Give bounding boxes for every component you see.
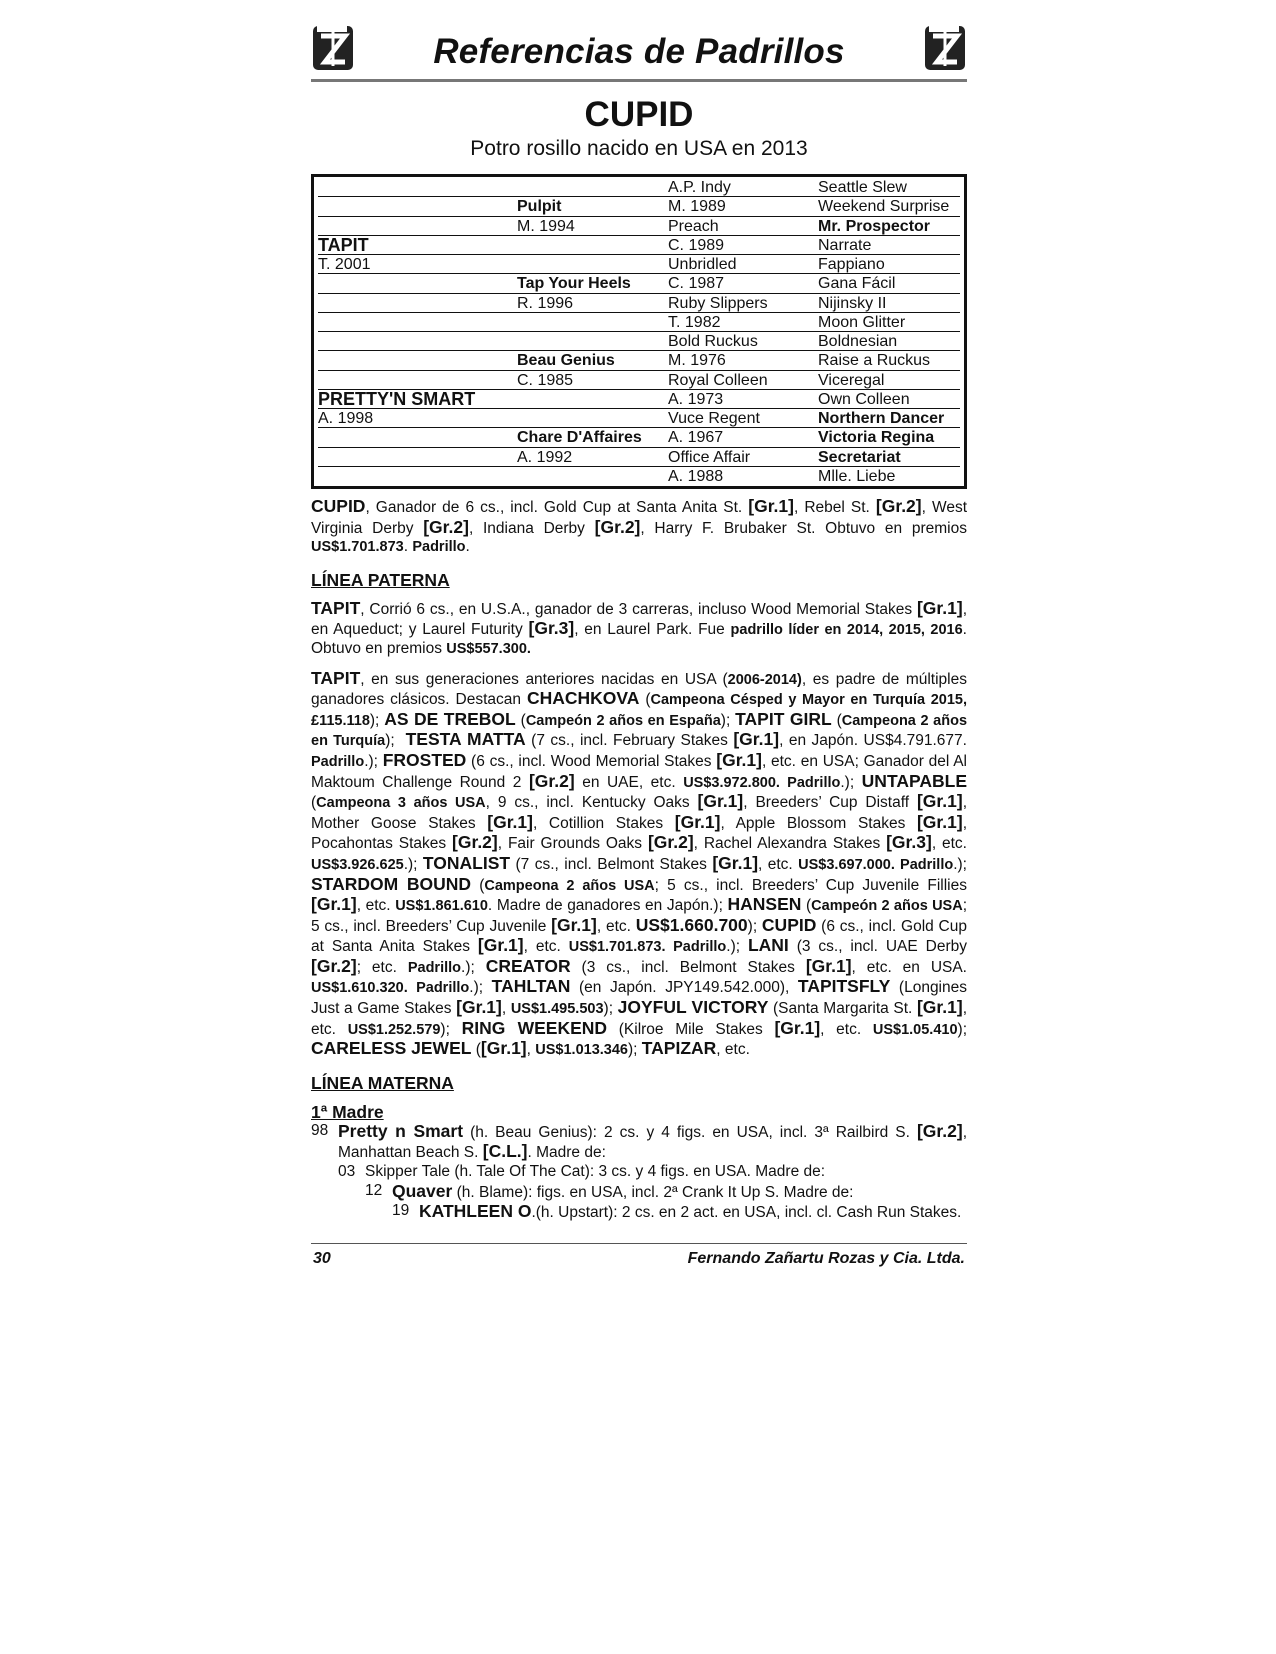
pedigree-cell: Unbridled (668, 255, 818, 274)
pedigree-cell: Mlle. Liebe (818, 467, 896, 485)
pedigree-cell: Chare D'Affaires (517, 428, 668, 447)
pedigree-cell: PRETTY'N SMART (318, 390, 517, 409)
pedigree-cell (318, 467, 517, 486)
pedigree-row (318, 409, 960, 428)
dam-entry: 12 Quaver (h. Blame): figs. en USA, incl. 2ª Crank It Up S. Madre de: (365, 1180, 854, 1201)
pedigree-cell (517, 255, 668, 274)
pedigree-cell: Vuce Regent (668, 409, 818, 428)
pedigree-cell: Beau Genius (517, 351, 668, 370)
pedigree-cell: R. 1996 (517, 294, 668, 313)
pedigree-cell: C. 1987 (668, 274, 818, 293)
pedigree-cell (318, 371, 517, 390)
pedigree-cell (318, 217, 517, 236)
pedigree-cell: A. 1998 (318, 409, 517, 428)
pedigree-cell: Boldnesian (818, 332, 960, 351)
horse-description: Potro rosillo nacido en USA en 2013 (470, 137, 808, 160)
pedigree-cell (318, 178, 517, 197)
dam-entry: 03 Skipper Tale (h. Tale Of The Cat): 3 cs. y 4 figs. en USA. Madre de: (338, 1163, 826, 1181)
pedigree-cell: Raise a Ruckus (818, 351, 960, 370)
dam-entry: 98 Pretty n Smart (h. Beau Genius): 2 cs. y 4 figs. en USA, incl. 3ª Railbird S. [Gr.2], Manhattan Beach S. [C.L.]. Madre de: (311, 1120, 967, 1162)
page-number: 30 (313, 1250, 331, 1267)
pedigree-cell: Own Colleen (818, 390, 960, 409)
section-primera-madre: 1ª Madre (311, 1101, 384, 1122)
pedigree-cell (517, 332, 668, 351)
pedigree-row (318, 313, 960, 332)
page (311, 20, 967, 1223)
pedigree-cell: Royal Colleen (668, 371, 818, 390)
pedigree-cell: A. 1988 (668, 467, 724, 485)
dam-year: 19 (392, 1202, 410, 1220)
dam-year: 03 (338, 1163, 356, 1181)
pedigree-cell: Nijinsky II (818, 294, 960, 313)
pedigree-cell (318, 332, 517, 351)
pedigree-row (318, 178, 960, 197)
pedigree-row (318, 255, 960, 274)
pedigree-cell (318, 274, 517, 293)
pedigree-cell: M. 1989 (668, 197, 818, 216)
pedigree-cell: Bold Ruckus (668, 332, 818, 351)
pedigree-cell (318, 448, 517, 467)
pedigree-cell: Office Affair (668, 448, 818, 467)
race-summary: CUPID, Ganador de 6 cs., incl. Gold Cup at Santa Anita St. [Gr.1], Rebel St. [Gr.2], West Virginia Derby [Gr.2], Indiana Derby [Gr.2], Harry F. Brubaker St. Obtuvo en premios US$1.701.873. Padrillo. (311, 496, 968, 556)
pedigree-cell: Weekend Surprise (818, 197, 960, 216)
pedigree-row (318, 274, 960, 293)
pedigree-cell (517, 178, 668, 197)
pedigree-cell: C. 1989 (668, 236, 818, 255)
pedigree-cell: Mr. Prospector (818, 217, 960, 236)
pedigree-row (318, 197, 960, 216)
pedigree-cell (318, 351, 517, 370)
header-divider (311, 79, 967, 82)
pedigree-cell: Ruby Slippers (668, 294, 818, 313)
pedigree-cell: C. 1985 (517, 371, 668, 390)
pedigree-cell (318, 428, 517, 447)
pedigree-row (318, 448, 960, 467)
page-header (311, 20, 967, 82)
pedigree-cell: A. 1967 (668, 428, 818, 447)
pedigree-row (318, 236, 960, 255)
pedigree-cell: A.P. Indy (668, 178, 818, 197)
pedigree-cell: TAPIT (318, 236, 517, 255)
dam-year: 12 (365, 1181, 383, 1199)
pedigree-cell: Fappiano (818, 255, 960, 274)
pedigree-cell: M. 1994 (517, 217, 668, 236)
pedigree-cell: A. 1973 (668, 390, 818, 409)
pedigree-cell: M. 1976 (668, 351, 818, 370)
pedigree-row (318, 351, 960, 370)
page-title: Referencias de Padrillos (433, 32, 845, 71)
pedigree-cell: Victoria Regina (818, 428, 960, 447)
pedigree-cell (318, 197, 517, 216)
logo-icon (923, 22, 967, 72)
pedigree-cell: Seattle Slew (818, 178, 960, 197)
pedigree-row (318, 390, 960, 409)
pedigree-cell: Gana Fácil (818, 274, 960, 293)
pedigree-cell: Moon Glitter (818, 313, 960, 332)
dam-entry: 19 KATHLEEN O.(h. Upstart): 2 cs. en 2 act. en USA, incl. cl. Cash Run Stakes. (392, 1201, 962, 1222)
horse-name: CUPID (584, 95, 694, 134)
dam-year: 98 (311, 1121, 329, 1139)
pedigree-cell (517, 313, 668, 332)
pedigree-cell (318, 313, 517, 332)
pedigree-table (311, 174, 967, 489)
pedigree-cell: A. 1992 (517, 448, 668, 467)
pedigree-row (318, 467, 960, 486)
pedigree-cell (517, 390, 668, 409)
page-footer (311, 1243, 967, 1267)
pedigree-cell: Northern Dancer (818, 409, 960, 428)
pedigree-cell: Pulpit (517, 197, 668, 216)
pedigree-cell (517, 409, 668, 428)
sire-paragraph: TAPIT, Corrió 6 cs., en U.S.A., ganador de 3 carreras, incluso Wood Memorial Stakes [Gr.1], en Aqueduct; y Laurel Futurity [Gr.3], en Laurel Park. Fue padrillo líder en 2014, 2015, 2016. Obtuvo en premios US$557.300. TAPIT, en sus generaciones anteriores nacidas en USA (2006-2014), es padre de múltiples ganadores clásicos. Destacan CHACHKOVA (Campeona Césped y Mayor en Turquía 2015, £115.118); AS DE TREBOL (Campeón 2 años en España); TAPIT GIRL (Campeona 2 años en Turquía); TESTA MATTA (7 cs., incl. February Stakes [Gr.1], en Japón. US$4.791.677. Padrillo.); FROSTED (6 cs., incl. Wood Memorial Stakes [Gr.1], etc. en USA; Ganador del Al Maktoum Challenge Round 2 [Gr.2] en UAE, etc. US$3.972.800. Padrillo.); UNTAPABLE (Campeona 3 años USA, 9 cs., incl. Kentucky Oaks [Gr.1], Breeders’ Cup Distaff [Gr.1], Mother Goose Stakes [Gr.1], Cotillion Stakes [Gr.1], Apple Blossom Stakes [Gr.1], Pocahontas Stakes [Gr.2], Fair Grounds Oaks [Gr.2], Rachel Alexandra Stakes [Gr.3], etc. US$3.926.625.); TONALIST (7 cs., incl. Belmont Stakes [Gr.1], etc. US$3.697.000. Padrillo.); STARDOM BOUND (Campeona 2 años USA; 5 cs., incl. Breeders’ Cup Juvenile Fillies [Gr.1], etc. US$1.861.610. Madre de ganadores en Japón.); HANSEN (Campeón 2 años USA; 5 cs., incl. Breeders’ Cup Juvenile [Gr.1], etc. US$1.660.700); CUPID (6 cs., incl. Gold Cup at Santa Anita Stakes [Gr.1], etc. US$1.701.873. Padrillo.); LANI (3 cs., incl. UAE Derby [Gr.2]; etc. Padrillo.); CREATOR (3 cs., incl. Belmont Stakes [Gr.1], etc. en USA. US$1.610.320. Padrillo.); TAHLTAN (en Japón. JPY149.542.000), TAPITSFLY (Longines Just a Game Stakes [Gr.1], US$1.495.503); JOYFUL VICTORY (Santa Margarita St. [Gr.1], etc. US$1.252.579); RING WEEKEND (Kilroe Mile Stakes [Gr.1], etc. US$1.05.410); CARELESS JEWEL ([Gr.1], US$1.013.346); TAPIZAR, etc. (311, 597, 968, 1059)
pedigree-cell: Viceregal (818, 371, 960, 390)
pedigree-row (318, 371, 960, 390)
pedigree-cell: Secretariat (818, 448, 960, 467)
section-linea-paterna: LÍNEA PATERNA (311, 569, 450, 590)
pedigree-row (318, 332, 960, 351)
pedigree-cell (318, 294, 517, 313)
pedigree-cell (517, 467, 668, 486)
pedigree-cell: Narrate (818, 236, 960, 255)
company-name: Fernando Zañartu Rozas y Cia. Ltda. (687, 1250, 965, 1267)
pedigree-cell: Preach (668, 217, 818, 236)
section-linea-materna: LÍNEA MATERNA (311, 1072, 454, 1093)
pedigree-cell: Tap Your Heels (517, 274, 668, 293)
pedigree-cell: T. 1982 (668, 313, 818, 332)
pedigree-row (318, 294, 960, 313)
pedigree-row (318, 428, 960, 447)
pedigree-row (318, 217, 960, 236)
pedigree-cell: T. 2001 (318, 255, 517, 274)
pedigree-cell (517, 236, 668, 255)
